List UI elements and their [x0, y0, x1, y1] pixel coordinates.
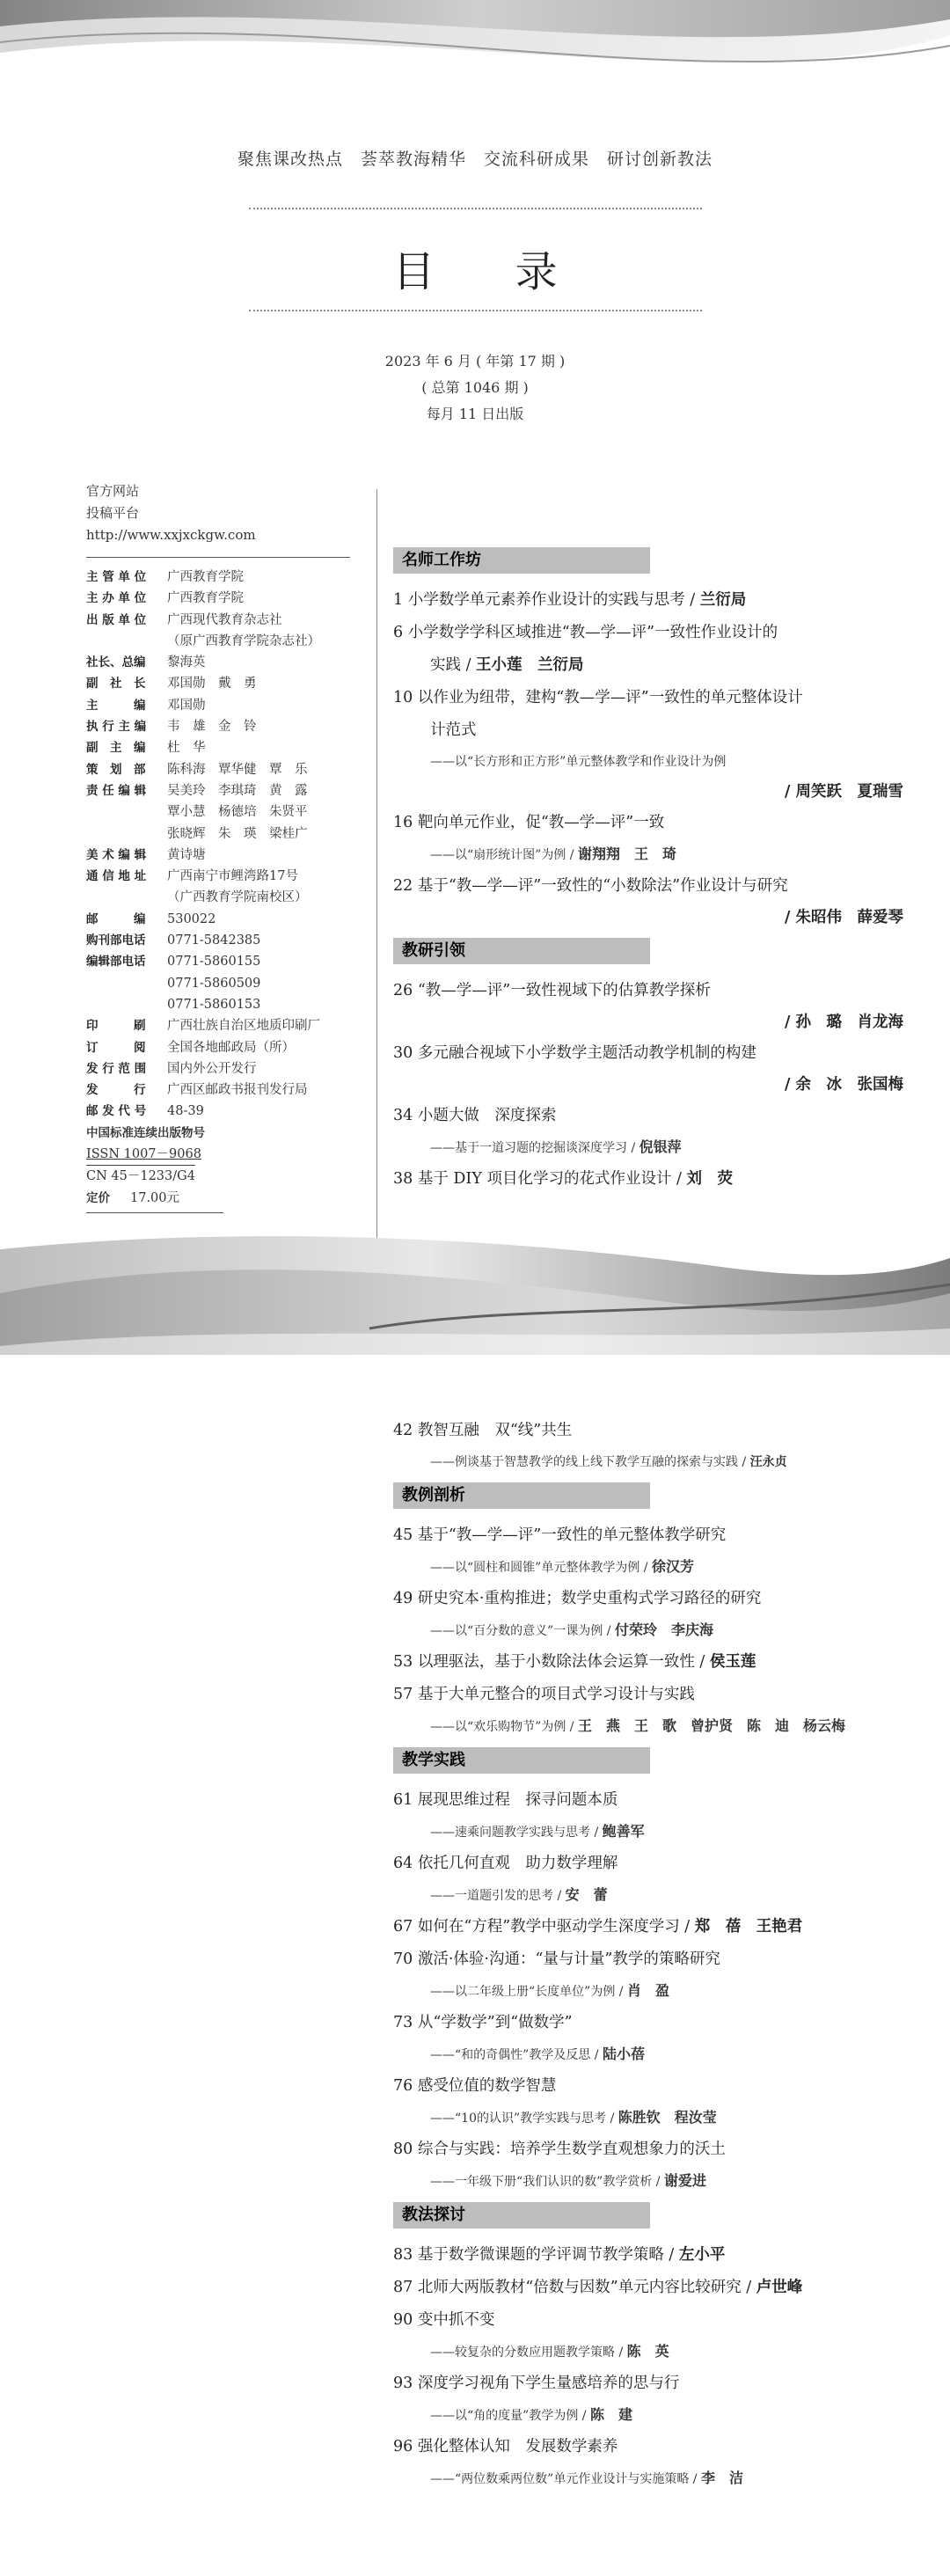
toc-entry[interactable]	[393, 1037, 921, 1100]
entry-title-text: 90 变中抓不变	[393, 2311, 495, 2329]
entry-author: 肖 盈	[626, 1982, 669, 1999]
entry-subtitle-text: ——以“百分数的意义”一课为例 /	[430, 1624, 615, 1638]
masthead-row	[86, 973, 376, 994]
section-header: 教研引领	[393, 938, 650, 964]
entry-title	[393, 2070, 921, 2103]
entry-title	[393, 2304, 921, 2337]
masthead-value: 广西壮族自治区地质印刷厂	[167, 1019, 320, 1034]
toc-entry[interactable]	[393, 1415, 921, 1477]
entry-title	[393, 1911, 921, 1943]
entry-title	[393, 2239, 921, 2272]
masthead-value: 全国各地邮政局（所）	[167, 1040, 295, 1055]
masthead-label: 主 管 单 位	[86, 570, 147, 584]
entry-author: 鲍善军	[602, 1823, 645, 1840]
toc-entry[interactable]	[393, 1100, 921, 1163]
toc-entry[interactable]	[393, 2007, 921, 2070]
toc-entry[interactable]	[393, 2272, 921, 2304]
entry-subtitle-text: ——以二年级上册“长度单位”为例 /	[430, 1985, 627, 1999]
masthead-row	[86, 1058, 376, 1079]
masthead-row	[86, 1037, 376, 1058]
entry-title-text: 93 深度学习视角下学生量感培养的思与行	[393, 2375, 680, 2392]
entry-author: 陈胜钦 程汝莹	[618, 2109, 717, 2126]
entry-subtitle-text: ——“和的奇偶性”教学及反思 /	[430, 2048, 603, 2062]
toc-entry[interactable]	[393, 1679, 921, 1742]
entry-subtitle-text: ——以“角的度量”教学为例 /	[430, 2409, 590, 2423]
section-header: 名师工作坊	[393, 547, 650, 574]
masthead-value: 广西教育学院	[167, 591, 244, 606]
entry-title-text: 83 基于数学微课题的学评调节教学策略 /	[393, 2246, 679, 2264]
masthead-value: 0771-5860509	[167, 976, 261, 991]
entry-author: 郑 蓓 王艳君	[694, 1918, 803, 1936]
website-url[interactable]: http://www.xxjxckgw.com	[86, 527, 256, 543]
masthead-row	[86, 951, 376, 972]
entry-title-continued	[393, 714, 921, 747]
masthead-label	[86, 994, 167, 1015]
masthead-label: 执 行 主 编	[86, 720, 147, 735]
masthead-label: 发 行	[86, 1083, 146, 1098]
issue-date: 2023 年 6 月 ( 年第 17 期 )	[384, 353, 566, 370]
masthead-row	[86, 1101, 376, 1122]
entry-author: 徐汉芳	[651, 1558, 694, 1575]
entry-author: 侯玉莲	[709, 1653, 756, 1671]
masthead-value: 覃小慧 杨德培 朱贤平	[167, 805, 308, 820]
entry-title	[393, 682, 921, 714]
entry-author: 谢爱进	[663, 2172, 706, 2189]
masthead-value: 0771-5860155	[167, 955, 261, 970]
masthead-label: 副 主 编	[86, 741, 146, 756]
entry-subtitle-text: ——以“扇形统计图”为例 /	[430, 848, 578, 862]
masthead-row	[86, 631, 376, 652]
dotted-divider-bottom	[249, 310, 702, 311]
masthead-row	[86, 1015, 376, 1036]
entry-subtitle	[393, 2337, 921, 2367]
entry-author: 王小莲 兰衍局	[476, 656, 584, 674]
std-title: 中国标准连续出版物号	[86, 1125, 205, 1140]
bottom-swoosh-decoration	[0, 1214, 950, 1355]
entry-author: 陈 建	[589, 2406, 632, 2423]
entry-author: / 周笑跃 夏瑞雪	[785, 783, 903, 801]
entry-author: 刘 荧	[686, 1170, 733, 1188]
toc-entry[interactable]	[393, 1519, 921, 1583]
entry-author: 安 蕾	[565, 1886, 608, 1903]
section-header: 教学实践	[393, 1747, 650, 1774]
entry-title	[393, 975, 921, 1007]
entry-subtitle-text: ——以“长方形和正方形”单元整体教学和作业设计为例	[430, 755, 727, 769]
masthead-row	[86, 588, 376, 609]
masthead-value: 张晓辉 朱 瑛 梁桂广	[167, 826, 308, 841]
masthead-label	[86, 973, 167, 994]
entry-subtitle	[393, 2166, 921, 2197]
entry-title-text: 96 强化整体认知 发展数学素养	[393, 2438, 618, 2455]
entry-title-text: 70 激活·体验·沟通：“量与计量”教学的策略研究	[393, 1950, 720, 1968]
masthead-row	[86, 994, 376, 1015]
masthead-row	[86, 823, 376, 845]
entry-title-text: 30 多元融合视域下小学数学主题活动教学机制的构建	[393, 1044, 756, 1062]
masthead-row	[86, 1079, 376, 1101]
masthead-row	[86, 567, 376, 588]
toc-entry[interactable]	[393, 1848, 921, 1911]
masthead-label: 购刊部电话	[86, 933, 146, 948]
entry-title	[393, 2431, 921, 2463]
entry-author: 李 洁	[700, 2470, 743, 2486]
masthead-value: 吴美玲 李琪琦 黄 露	[167, 783, 308, 798]
entry-title-text: 1 小学数学单元素养作业设计的实践与思考 /	[393, 591, 700, 609]
toc-entry[interactable]	[393, 682, 921, 807]
masthead-row	[86, 759, 376, 780]
entry-subtitle-text: ——速乘问题教学实践与思考 /	[430, 1826, 603, 1840]
entry-author: / 孙 璐 肖龙海	[785, 1014, 903, 1031]
slogan: 聚焦课改热点 荟萃教海精华 交流科研成果 研讨创新教法	[237, 150, 712, 169]
toc-entry[interactable]	[393, 584, 921, 617]
entry-subtitle-text: ——一年级下册“我们认识的数”教学赏析 /	[430, 2175, 664, 2189]
masthead-label: 美 术 编 辑	[86, 847, 147, 862]
masthead-label: 副 社 长	[86, 677, 146, 692]
entry-title-text: 45 基于“教—学—评”一致性的单元整体教学研究	[393, 1526, 727, 1544]
entry-title-text: 76 感受位值的数学智慧	[393, 2077, 557, 2095]
entry-author: 左小平	[678, 2246, 726, 2264]
toc-entry[interactable]	[393, 1646, 921, 1679]
masthead-label: 邮 发 代 号	[86, 1104, 147, 1119]
entry-subtitle	[393, 839, 921, 870]
entry-title-text: 6 小学数学学科区域推进“教—学—评”一致性作业设计的	[393, 624, 778, 641]
masthead-value: 48-39	[167, 1104, 204, 1119]
toc-column-page1	[393, 542, 921, 1196]
entry-title-text: 61 展现思维过程 探寻问题本质	[393, 1791, 618, 1809]
entry-author: 卢世峰	[756, 2279, 803, 2296]
entry-title: 42 教智互融 双“线”共生	[393, 1422, 573, 1439]
toc-entry[interactable]	[393, 2070, 921, 2133]
toc-entry[interactable]	[393, 617, 921, 682]
masthead-label	[86, 631, 167, 652]
entry-subtitle	[393, 2463, 921, 2494]
masthead-value: 黄诗塘	[167, 847, 206, 862]
entry-title	[393, 2007, 921, 2039]
submission-label: 投稿平台	[86, 505, 140, 521]
entry-title	[393, 1519, 921, 1552]
masthead-value: 陈科海 覃华健 覃 乐	[167, 762, 308, 777]
page-title: 目 录	[392, 247, 591, 296]
masthead-value: 广西教育学院	[167, 570, 244, 584]
masthead-row	[86, 737, 376, 758]
masthead-value: 0771-5860153	[167, 997, 261, 1012]
entry-author: 付荣玲 李庆海	[614, 1621, 713, 1638]
masthead-row	[86, 673, 376, 694]
cn-number: CN 45－1233/G4	[86, 1165, 376, 1187]
entry-title-text: 64 依托几何直观 助力数学理解	[393, 1855, 618, 1872]
entry-title	[393, 2272, 921, 2304]
entry-author: 陈 英	[626, 2343, 669, 2360]
entry-subtitle	[393, 1615, 921, 1646]
masthead-value: 黎海英	[167, 655, 206, 670]
issn: ISSN 1007－9068	[86, 1147, 201, 1162]
masthead-sidebar	[86, 480, 376, 1213]
entry-title	[393, 1679, 921, 1711]
masthead-value: 国内外公开发行	[167, 1061, 257, 1076]
masthead-row	[86, 652, 376, 673]
entry-subtitle-text: ——“两位数乘两位数”单元作业设计与实施策略 /	[430, 2472, 701, 2486]
toc-entry[interactable]	[393, 1784, 921, 1848]
masthead-value: 韦 雄 金 铃	[167, 720, 257, 735]
toc-column-page2	[393, 1415, 921, 2494]
masthead-label: 主 办 单 位	[86, 591, 147, 606]
entry-title-text: 38 基于 DIY 项目化学习的花式作业设计 /	[393, 1170, 687, 1188]
column-divider	[376, 489, 377, 1263]
issue-publish: 每月 11 日出版	[426, 406, 524, 422]
entry-title-text: 10 以作业为纽带，建构“教—学—评”一致性的单元整体设计	[393, 689, 803, 706]
entry-subtitle: ——例谈基于智慧教学的线上线下教学互融的探索与实践 / 汪永贞	[430, 1455, 787, 1469]
masthead-value: 邓国勋	[167, 698, 206, 713]
masthead-label: 印 刷	[86, 1019, 146, 1034]
entry-subtitle	[393, 2103, 921, 2133]
entry-title	[393, 1784, 921, 1817]
masthead-list	[86, 567, 376, 1123]
toc-page-2	[0, 1355, 950, 2576]
masthead-value: 邓国勋 戴 勇	[167, 677, 257, 692]
masthead-label: 责 任 编 辑	[86, 783, 147, 798]
toc-entry[interactable]	[393, 1583, 921, 1646]
entry-title-text: 73 从“学数学”到“做数学”	[393, 2014, 573, 2031]
masthead-label: 主 编	[86, 698, 146, 713]
masthead-label: 发 行 范 围	[86, 1061, 147, 1076]
entry-title	[393, 1943, 921, 1976]
toc-entry[interactable]	[393, 2304, 921, 2367]
entry-title-continued	[393, 649, 921, 682]
entry-title-text: 实践 /	[430, 656, 477, 674]
section-header: 教例剖析	[393, 1482, 650, 1509]
entry-title	[393, 1848, 921, 1880]
entry-title-text: 53 以理驱法，基于小数除法体会运算一致性 /	[393, 1653, 710, 1671]
price: 定价 17.00元	[86, 1190, 180, 1205]
entry-subtitle	[393, 1976, 921, 2007]
entry-title-text: 34 小题大做 深度探索	[393, 1107, 557, 1124]
entry-subtitle	[393, 2400, 921, 2431]
entry-title	[393, 1583, 921, 1615]
masthead-label: 出 版 单 位	[86, 612, 147, 627]
masthead-value: 广西南宁市鲤湾路17号	[167, 869, 298, 884]
entry-author: 倪银萍	[639, 1138, 682, 1155]
entry-title	[393, 2133, 921, 2166]
entry-title	[393, 2367, 921, 2400]
entry-subtitle-text: ——以“欢乐购物节”为例 /	[430, 1720, 578, 1734]
masthead-value: （原广西教育学院杂志社）	[167, 633, 320, 648]
entry-author: 王 燕 王 歌 曾护贤 陈 迪 杨云梅	[577, 1717, 845, 1734]
toc-entry[interactable]	[393, 2431, 921, 2494]
toc-entry[interactable]	[393, 870, 921, 933]
entry-author: / 朱昭伟 薛爱琴	[785, 909, 903, 926]
masthead-label: 通 信 地 址	[86, 869, 147, 884]
masthead-label: 订 阅	[86, 1040, 146, 1055]
entry-title	[393, 1646, 921, 1679]
entry-subtitle	[393, 1880, 921, 1911]
entry-title-text: 80 综合与实践：培养学生数学直观想象力的沃土	[393, 2141, 726, 2158]
toc-entry[interactable]	[393, 1163, 921, 1196]
entry-subtitle	[393, 2039, 921, 2070]
toc-entry[interactable]	[393, 975, 921, 1037]
entry-subtitle	[393, 747, 921, 777]
section-header: 教法探讨	[393, 2202, 650, 2228]
masthead-row	[86, 887, 376, 908]
entry-subtitle-text: ——较复杂的分数应用题教学策略 /	[430, 2345, 627, 2360]
entry-author: / 余 冰 张国梅	[785, 1076, 903, 1094]
sidebar-divider	[86, 557, 350, 558]
entry-title-text: 计范式	[430, 721, 477, 739]
masthead-label: 策 划 部	[86, 762, 146, 777]
issue-total: ( 总第 1046 期 )	[421, 379, 529, 396]
masthead-row	[86, 909, 376, 930]
entry-subtitle	[393, 1817, 921, 1848]
entry-subtitle-text: ——基于一道习题的挖掘谈深度学习 /	[430, 1141, 639, 1155]
masthead-row	[86, 780, 376, 801]
entry-title	[393, 870, 921, 903]
toc-entry[interactable]	[393, 807, 921, 870]
website-label: 官方网站	[86, 483, 140, 499]
entry-title-text: 22 基于“教—学—评”一致性的“小数除法”作业设计与研究	[393, 877, 788, 895]
entry-title	[393, 1163, 921, 1196]
masthead-value: 0771-5842385	[167, 933, 261, 948]
entry-subtitle-text: ——“10的认识”教学实践与思考 /	[430, 2111, 618, 2126]
entry-title	[393, 617, 921, 649]
masthead-label	[86, 801, 167, 823]
masthead-label	[86, 887, 167, 908]
entry-title-text: 87 北师大两版教材“倍数与因数”单元内容比较研究 /	[393, 2279, 756, 2296]
entry-title	[393, 584, 921, 617]
masthead-row	[86, 845, 376, 866]
entry-subtitle	[393, 1552, 921, 1583]
masthead-row	[86, 930, 376, 951]
entry-title	[393, 1100, 921, 1132]
masthead-row	[86, 801, 376, 823]
masthead-label: 社长、总编	[86, 655, 146, 670]
toc-entry[interactable]	[393, 2239, 921, 2272]
toc-entry[interactable]	[393, 1911, 921, 1943]
masthead-label: 邮 编	[86, 911, 146, 926]
sidebar-bottom-rule	[86, 1212, 223, 1213]
masthead-row	[86, 866, 376, 887]
masthead-row	[86, 695, 376, 716]
entry-author: 谢翔翔 王 琦	[577, 845, 676, 862]
toc-entry[interactable]	[393, 2367, 921, 2431]
entry-title	[393, 807, 921, 839]
entry-title-text: 57 基于大单元整合的项目式学习设计与实践	[393, 1686, 695, 1703]
entry-title-text: 16 靶向单元作业，促“教—学—评”一致	[393, 814, 665, 831]
toc-entry[interactable]	[393, 1943, 921, 2007]
entry-title-text: 26 “教—学—评”一致性视域下的估算教学探析	[393, 982, 711, 999]
top-swoosh-decoration	[0, 0, 950, 132]
masthead-label: 编辑部电话	[86, 955, 146, 970]
masthead-value: 广西区邮政书报刊发行局	[167, 1083, 308, 1098]
masthead-row	[86, 716, 376, 737]
entry-subtitle	[393, 1132, 921, 1163]
masthead-value: 广西现代教育杂志社	[167, 612, 282, 627]
entry-author: 兰衍局	[699, 591, 747, 609]
entry-author: 陆小蓓	[602, 2045, 645, 2062]
masthead-label	[86, 823, 167, 845]
toc-entry[interactable]	[393, 2133, 921, 2197]
entry-title-text: 67 如何在“方程”教学中驱动学生深度学习 /	[393, 1918, 695, 1936]
masthead-value: （广西教育学院南校区）	[167, 890, 308, 905]
entry-subtitle	[393, 1711, 921, 1742]
entry-title	[393, 1037, 921, 1070]
masthead-row	[86, 610, 376, 631]
masthead-value: 杜 华	[167, 741, 206, 756]
dotted-divider-top	[249, 208, 702, 209]
entry-subtitle-text: ——以“圆柱和圆锥”单元整体教学为例 /	[430, 1561, 652, 1575]
entry-title-text: 49 研史究本·重构推进；数学史重构式学习路径的研究	[393, 1590, 762, 1607]
entry-subtitle-text: ——一道题引发的思考 /	[430, 1889, 566, 1903]
masthead-value: 530022	[167, 911, 216, 926]
